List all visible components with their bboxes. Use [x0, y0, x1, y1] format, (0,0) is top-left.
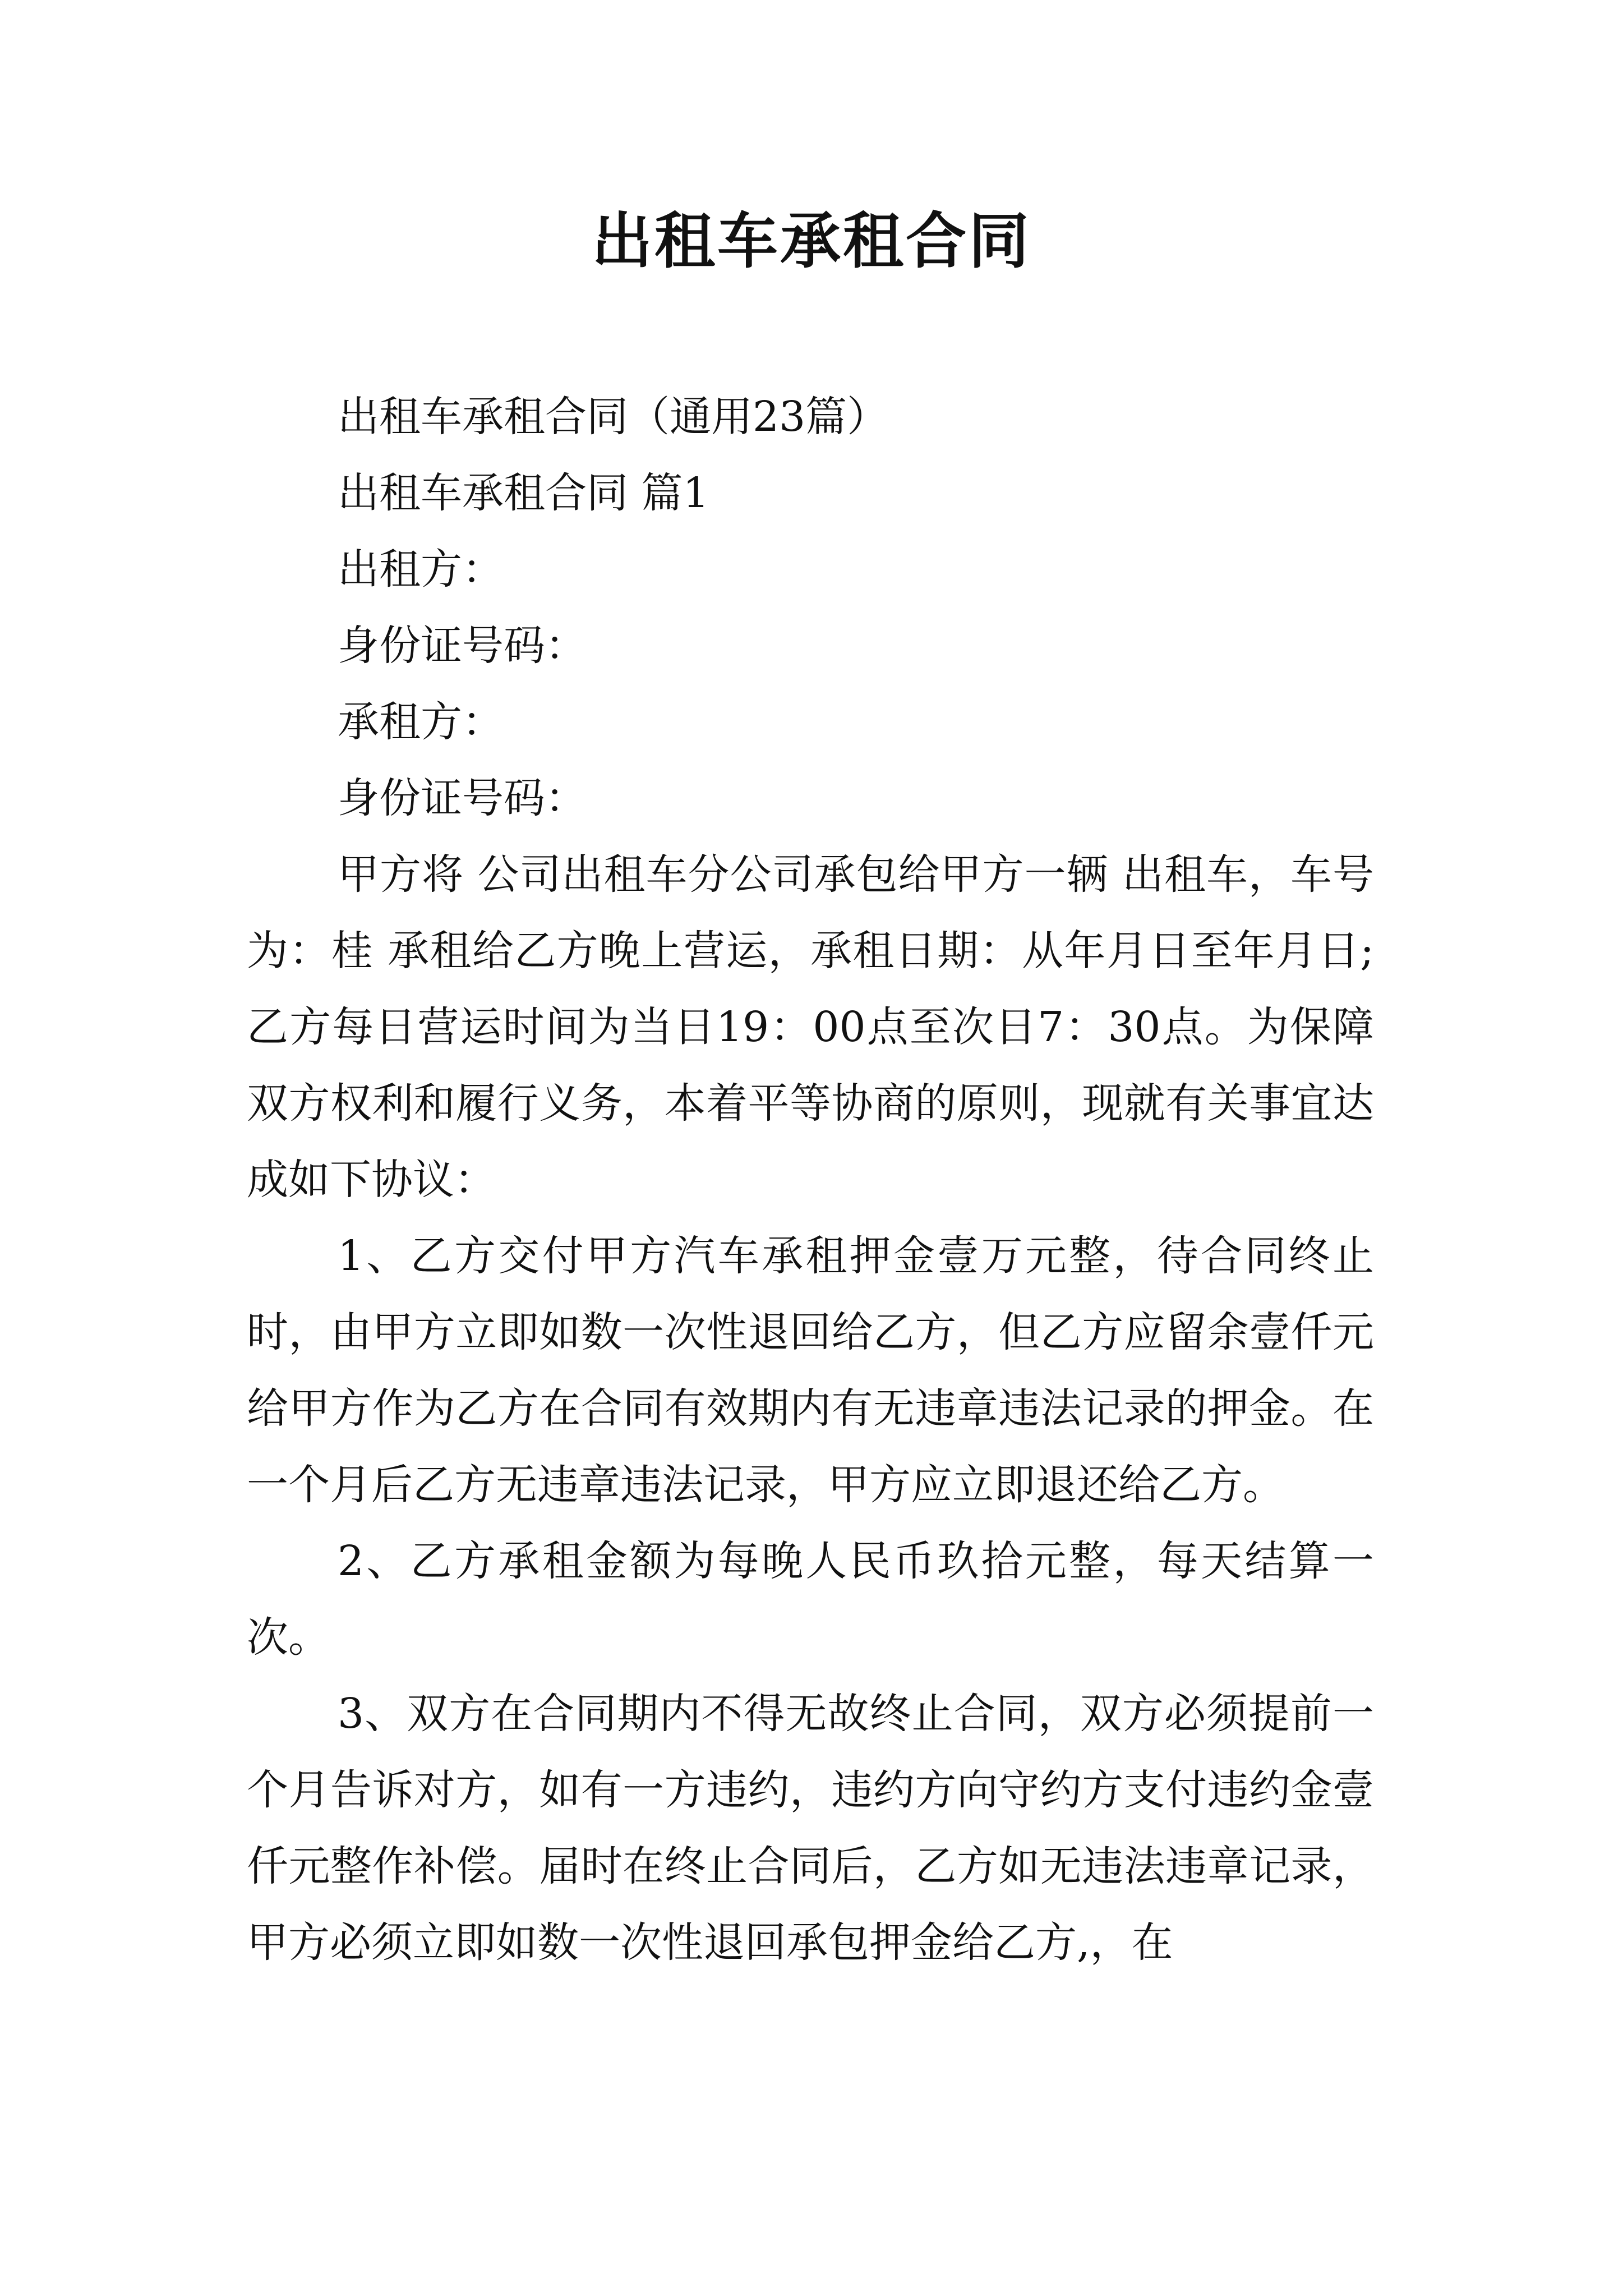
lessor-id-field: 身份证号码：: [338, 622, 587, 670]
section-heading: 出租车承租合同 篇1: [338, 469, 709, 517]
document-title: 出租车承租合同: [591, 206, 1031, 277]
intro-paragraph: 甲方将 公司出租车分公司承包给甲方一辆 出租车，车号为：桂 承租给乙方晚上营运，承租日期：从年月日至年月日;乙方每日营运时间为当日19：00点至次日7：30点。为保障双方权利和履行义务，本着平等协商的原则，现就有关事宜达成如下协议：: [247, 850, 1374, 1204]
clause-1-paragraph: 1、乙方交付甲方汽车承租押金壹万元整，待合同终止时，由甲方立即如数一次性退回给乙方，但乙方应留余壹仟元给甲方作为乙方在合同有效期内有无违章违法记录的押金。在一个月后乙方无违章违法记录，甲方应立即退还给乙方。: [247, 1232, 1374, 1509]
document-subtitle: 出租车承租合同（通用23篇）: [338, 393, 889, 441]
clause-3-paragraph: 3、双方在合同期内不得无故终止合同，双方必须提前一个月告诉对方，如有一方违约，违约方向守约方支付违约金壹仟元整作补偿。届时在终止合同后，乙方如无违法违章记录，甲方必须立即如数一次性退回承包押金给乙方,，在: [247, 1690, 1374, 1967]
lessor-field: 出租方：: [338, 545, 504, 593]
document-body: [247, 379, 1374, 1981]
lessee-id-field: 身份证号码：: [338, 774, 587, 822]
lessee-field: 承租方：: [338, 698, 504, 746]
clause-2-paragraph: 2、乙方承租金额为每晚人民币玖拾元整，每天结算一次。: [247, 1537, 1374, 1662]
